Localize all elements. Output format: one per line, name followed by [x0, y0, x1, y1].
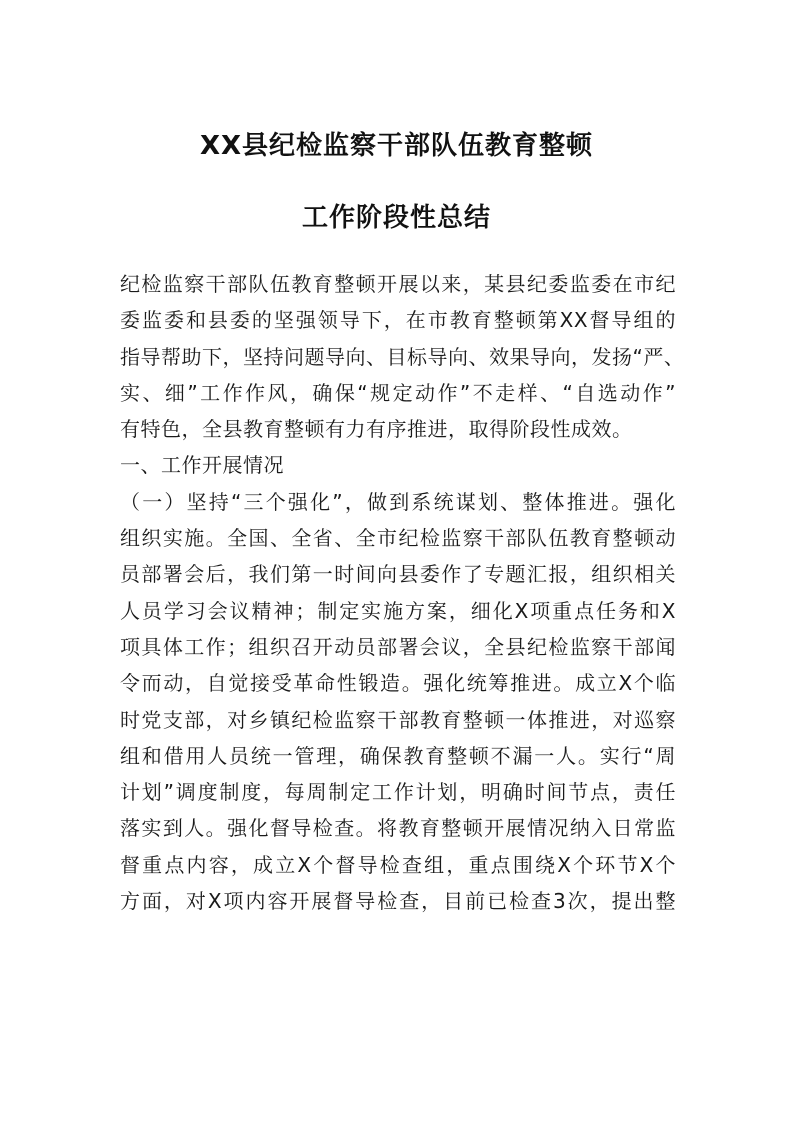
paragraph-1-line: 有特色，全县教育整顿有力有序推进，取得阶段性成效。: [120, 417, 633, 442]
document-title-line-1: XX县纪检监察干部队伍教育整顿: [199, 131, 594, 161]
paragraph-2-line: 时党支部，对乡镇纪检监察干部教育整顿一体推进，对巡察: [120, 707, 676, 732]
paragraph-2-line: 人员学习会议精神；制定实施方案，细化X项重点任务和X: [120, 598, 676, 623]
paragraph-2-line: （一）坚持“三个强化”，做到系统谋划、整体推进。强化: [120, 489, 676, 514]
paragraph-1-line: 纪检监察干部队伍教育整顿开展以来，某县纪委监委在市纪: [120, 272, 676, 296]
paragraph-2-line: 令而动，自觉接受革命性锻造。强化统筹推进。成立X个临: [120, 671, 676, 696]
paragraph-1-line: 指导帮助下，坚持问题导向、目标导向、效果导向，发扬“严、: [120, 344, 685, 369]
document-body: [120, 266, 685, 919]
section-heading: 一、工作开展情况: [120, 453, 284, 478]
paragraph-2-line: 组织实施。全国、全省、全市纪检监察干部队伍教育整顿动: [120, 526, 676, 551]
document-title-line-2: 工作阶段性总结: [301, 203, 491, 233]
paragraph-2-line: 员部署会后，我们第一时间向县委作了专题汇报，组织相关: [120, 562, 676, 587]
paragraph-1-line: 实、细”工作作风，确保“规定动作”不走样、“自选动作”: [120, 380, 676, 405]
paragraph-1-line: 委监委和县委的坚强领导下，在市教育整顿第XX督导组的: [120, 308, 676, 333]
paragraph-2-line: 方面，对X项内容开展督导检查，目前已检查3次，提出整: [120, 889, 676, 914]
paragraph-2-line: 项具体工作；组织召开动员部署会议，全县纪检监察干部闻: [120, 634, 676, 659]
paragraph-2-line: 组和借用人员统一管理，确保教育整顿不漏一人。实行“周: [120, 743, 676, 768]
paragraph-2-line: 落实到人。强化督导检查。将教育整顿开展情况纳入日常监: [120, 816, 676, 841]
paragraph-2-line: 督重点内容，成立X个督导检查组，重点围绕X个环节X个: [120, 852, 676, 877]
paragraph-2-line: 计划”调度制度，每周制定工作计划，明确时间节点，责任: [120, 780, 676, 805]
